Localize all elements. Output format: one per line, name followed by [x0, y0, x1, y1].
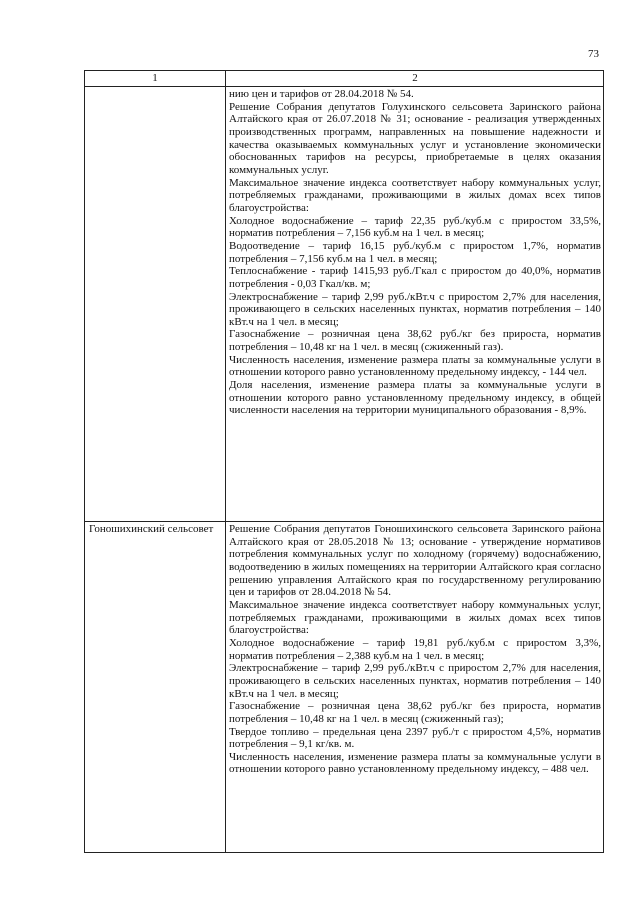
- paragraph: Газоснабжение – розничная цена 38,62 руб./кг без прироста, норматив потребления – 10,48 кг на 1 чел. в месяц (сжиженный газ).: [229, 328, 601, 354]
- paragraph: Теплоснабжение - тариф 1415,93 руб./Гкал с приростом до 40,0%, норматив потребления - 0,03 Гкал/кв. м;: [229, 265, 601, 290]
- paragraph: Решение Собрания депутатов Гоношихинского сельсовета Заринского района Алтайского края от 28.05.2018 № 13; основание - утверждение нормативов потребления коммунальных услуг по холодному (горячему) водоснабжению, водоотведению в жилых помещениях на территории Алтайского края согласно решению управления Алтайского края по государственному регулированию цен и тарифов от 28.04.2018 № 54.: [229, 523, 601, 599]
- row-1-content: [229, 88, 601, 417]
- paragraph: Максимальное значение индекса соответствует набору коммунальных услуг, потребляемых гражданами, проживающими в жилых домах всех типов благоустройства:: [229, 598, 601, 637]
- column-divider: [225, 71, 226, 852]
- paragraph: Водоотведение – тариф 16,15 руб./куб.м с приростом 1,7%, норматив потребления – 7,156 куб.м на 1 чел. в месяц;: [229, 239, 601, 265]
- tariff-table: [84, 70, 604, 853]
- page-number: 73: [588, 48, 599, 60]
- row-2-territory: Гоношихинский сельсовет: [89, 523, 214, 535]
- paragraph: Решение Собрания депутатов Голухинского сельсовета Заринского района Алтайского края от 26.07.2018 № 31; основание - реализация утвержденных производственных программ, направленных на повышение надежности и качества оказываемых коммунальных услуг и установление экономически обоснованных тарифов на ресурсы, приобретаемые в целях оказания коммунальных услуг.: [229, 100, 601, 176]
- paragraph: нию цен и тарифов от 28.04.2018 № 54.: [229, 88, 414, 100]
- paragraph: Холодное водоснабжение – тариф 19,81 руб./куб.м с приростом 3,3%, норматив потребления – 2,388 куб.м на 1 чел. в месяц;: [229, 636, 601, 662]
- paragraph: Твердое топливо – предельная цена 2397 руб./т с приростом 4,5%, норматив потребления – 9,1 кг/кв. м.: [229, 725, 601, 751]
- paragraph: Газоснабжение – розничная цена 38,62 руб./кг без прироста, норматив потребления – 10,48 кг на 1 чел. в месяц (сжиженный газ);: [229, 700, 601, 725]
- row-2-content: [229, 523, 601, 776]
- row-divider: [85, 521, 603, 522]
- header-col-1: 1: [152, 72, 158, 84]
- header-divider: [85, 86, 603, 87]
- paragraph: Электроснабжение – тариф 2,99 руб./кВт.ч с приростом 2,7% для населения, проживающего в сельских населенных пунктах, норматив потребления – 140 кВт.ч на 1 чел. в месяц;: [229, 662, 601, 700]
- paragraph: Электроснабжение – тариф 2,99 руб./кВт.ч с приростом 2,7% для населения, проживающего в сельских населенных пунктах, норматив потребления – 140 кВт.ч на 1 чел. в месяц;: [229, 290, 601, 328]
- paragraph: Численность населения, изменение размера платы за коммунальные услуги в отношении которого равно установленному предельному индексу, – 488 чел.: [229, 750, 601, 776]
- paragraph: Доля населения, изменение размера платы за коммунальные услуги в отношении которого равно установленному предельному индексу, в общей численности населения на территории муниципального образования - 8,9%.: [229, 379, 601, 417]
- header-col-2: 2: [412, 72, 418, 84]
- paragraph: Максимальное значение индекса соответствует набору коммунальных услуг, потребляемых гражданами, проживающими в жилых домах всех типов благоустройства:: [229, 176, 601, 214]
- paragraph: Численность населения, изменение размера платы за коммунальные услуги в отношении которого равно установленному предельному индексу, - 144 чел.: [229, 353, 601, 379]
- paragraph: Холодное водоснабжение – тариф 22,35 руб./куб.м с приростом 33,5%, норматив потребления – 7,156 куб.м на 1 чел. в месяц;: [229, 214, 601, 240]
